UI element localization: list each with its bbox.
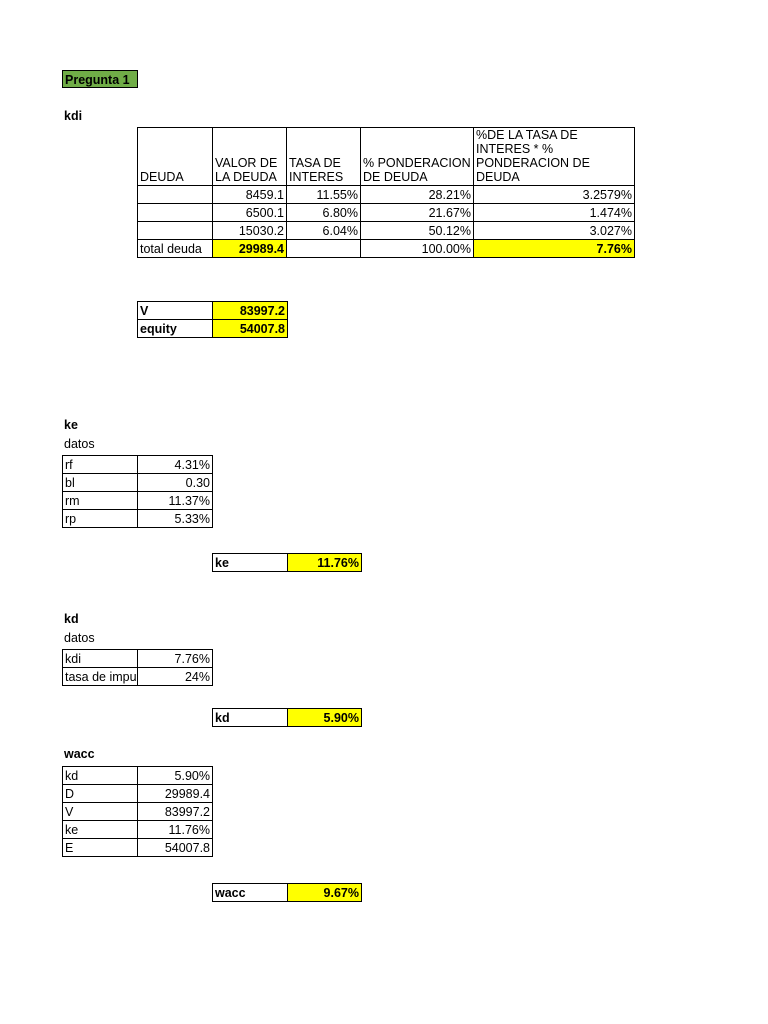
- table-row: [63, 839, 213, 857]
- header-tasa-por-ponderacion: %DE LA TASA DE INTERES * % PONDERACION DE DEUDA: [474, 128, 635, 186]
- table-row: [63, 492, 213, 510]
- v-label: V: [138, 302, 213, 320]
- v-equity-table: [137, 301, 288, 338]
- table-row: [138, 204, 635, 222]
- table-row: [63, 821, 213, 839]
- header-deuda: DEUDA: [138, 128, 213, 186]
- cell: 83997.2: [138, 803, 213, 821]
- cell: 15030.2: [213, 222, 287, 240]
- cell: 21.67%: [361, 204, 474, 222]
- cell: 7.76%: [138, 650, 213, 668]
- cell: 11.55%: [287, 186, 361, 204]
- wacc-result-table: [212, 883, 362, 902]
- kd-result-table: [212, 708, 362, 727]
- table-row: [63, 767, 213, 785]
- equity-row: [138, 320, 288, 338]
- v-value: 83997.2: [213, 302, 288, 320]
- ke-datos-table: [62, 455, 213, 528]
- table-row: [63, 785, 213, 803]
- ke-result-row: [213, 554, 362, 572]
- header-tasa-interes: TASA DE INTERES: [287, 128, 361, 186]
- total-rate: [287, 240, 361, 258]
- kdi-header-row: [138, 128, 635, 186]
- cell: 28.21%: [361, 186, 474, 204]
- kd-result-label: kd: [213, 709, 288, 727]
- table-row: [63, 650, 213, 668]
- cell: rf: [63, 456, 138, 474]
- cell: 0.30: [138, 474, 213, 492]
- kdi-result: 7.76%: [474, 240, 635, 258]
- cell: 6.80%: [287, 204, 361, 222]
- cell: 1.474%: [474, 204, 635, 222]
- cell: 5.90%: [138, 767, 213, 785]
- header-ponderacion: % PONDERACION DE DEUDA: [361, 128, 474, 186]
- cell: ke: [63, 821, 138, 839]
- wacc-datos-table: [62, 766, 213, 857]
- table-row: [63, 668, 213, 686]
- ke-title: ke: [64, 418, 78, 432]
- cell: [138, 222, 213, 240]
- total-deuda-value: 29989.4: [213, 240, 287, 258]
- v-row: [138, 302, 288, 320]
- cell: 6500.1: [213, 204, 287, 222]
- ke-result-table: [212, 553, 362, 572]
- kdi-title: kdi: [64, 109, 83, 123]
- kd-result-row: [213, 709, 362, 727]
- cell: 4.31%: [138, 456, 213, 474]
- cell: 11.37%: [138, 492, 213, 510]
- wacc-result-row: [213, 884, 362, 902]
- wacc-title: wacc: [64, 747, 95, 761]
- cell: 29989.4: [138, 785, 213, 803]
- cell: 54007.8: [138, 839, 213, 857]
- cell: 8459.1: [213, 186, 287, 204]
- cell: V: [63, 803, 138, 821]
- cell: 24%: [138, 668, 213, 686]
- cell: [138, 186, 213, 204]
- total-row: [138, 240, 635, 258]
- ke-result-value: 11.76%: [288, 554, 362, 572]
- kdi-table: [137, 127, 635, 258]
- kd-datos-label: datos: [64, 631, 95, 645]
- ke-datos-label: datos: [64, 437, 95, 451]
- cell: 50.12%: [361, 222, 474, 240]
- cell: 3.2579%: [474, 186, 635, 204]
- cell: 11.76%: [138, 821, 213, 839]
- kd-result-value: 5.90%: [288, 709, 362, 727]
- equity-value: 54007.8: [213, 320, 288, 338]
- table-row: [63, 803, 213, 821]
- total-pond: 100.00%: [361, 240, 474, 258]
- cell: E: [63, 839, 138, 857]
- wacc-result-value: 9.67%: [288, 884, 362, 902]
- table-row: [138, 186, 635, 204]
- pregunta-title: Pregunta 1: [62, 70, 138, 88]
- table-row: [138, 222, 635, 240]
- header-valor-deuda: VALOR DE LA DEUDA: [213, 128, 287, 186]
- kd-title: kd: [64, 612, 79, 626]
- cell: 5.33%: [138, 510, 213, 528]
- table-row: [63, 474, 213, 492]
- cell: 3.027%: [474, 222, 635, 240]
- cell: rp: [63, 510, 138, 528]
- cell: D: [63, 785, 138, 803]
- cell: [138, 204, 213, 222]
- cell: 6.04%: [287, 222, 361, 240]
- table-row: [63, 456, 213, 474]
- cell: bl: [63, 474, 138, 492]
- kd-datos-table: [62, 649, 213, 686]
- cell: tasa de impu: [63, 668, 138, 686]
- ke-result-label: ke: [213, 554, 288, 572]
- cell: rm: [63, 492, 138, 510]
- total-label: total deuda: [138, 240, 213, 258]
- cell: kdi: [63, 650, 138, 668]
- table-row: [63, 510, 213, 528]
- cell: kd: [63, 767, 138, 785]
- wacc-result-label: wacc: [213, 884, 288, 902]
- equity-label: equity: [138, 320, 213, 338]
